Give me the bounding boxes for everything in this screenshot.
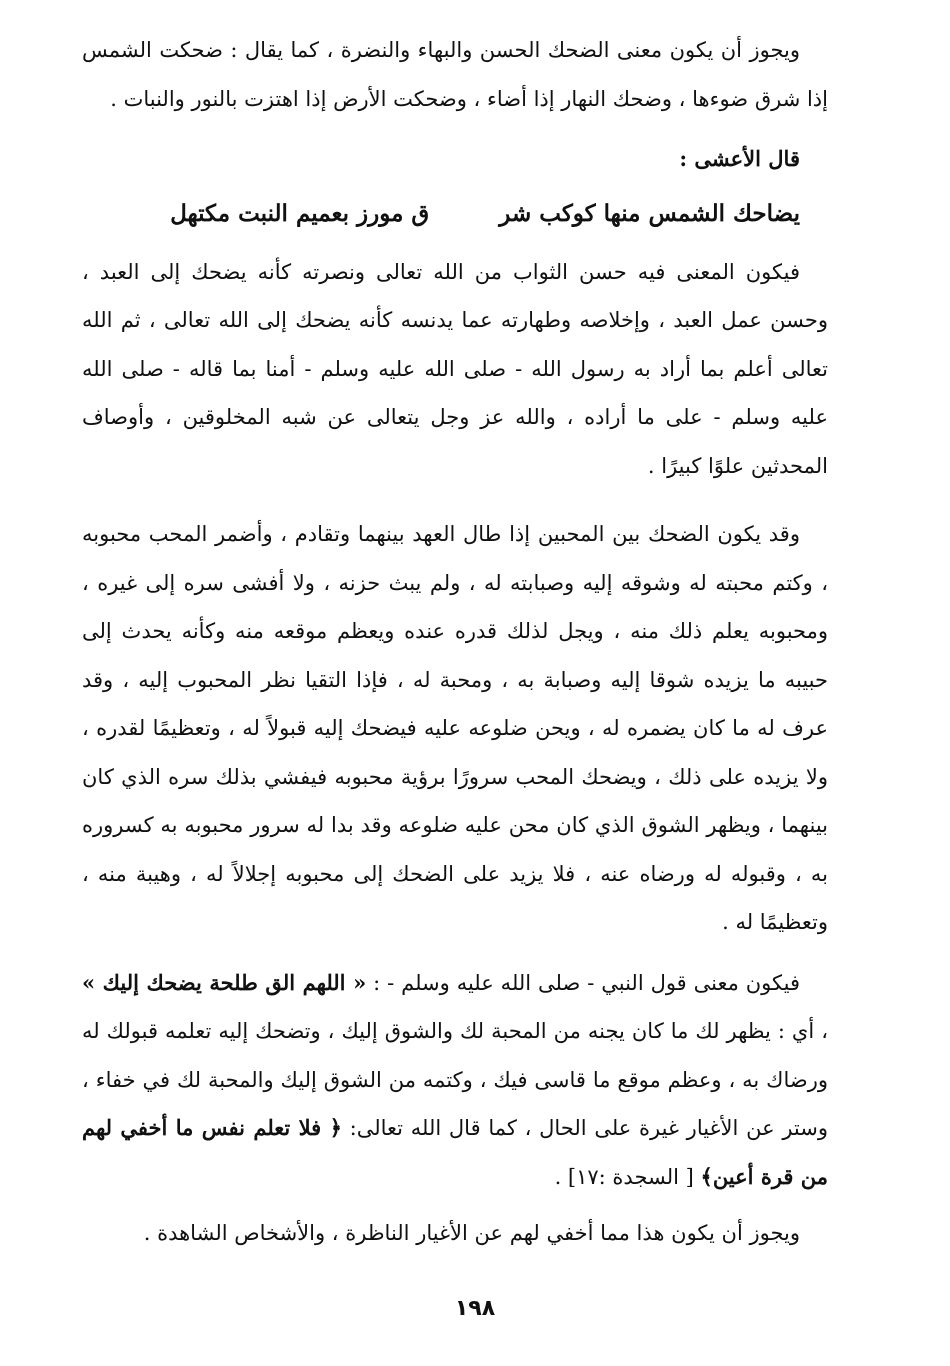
paragraph-sun-laughter: ويجوز أن يكون معنى الضحك الحسن والبهاء والنضرة ، كما يقال : ضحكت الشمس إذا شرق ضوءها ، وضحك النهار إذا أضاء ، وضحكت الأرض إذا اهتزت بالنور والنبات .	[82, 38, 828, 111]
paragraph-hadith	[82, 959, 828, 1202]
hadith-intro: فيكون معنى قول النبي - صلى الله عليه وسلم - :	[366, 970, 801, 995]
page-number: ١٩٨	[454, 1296, 496, 1321]
paragraph-closing: ويجوز أن يكون هذا مما أخفي لهم عن الأغيار الناظرة ، والأشخاص الشاهدة .	[143, 1221, 800, 1245]
paragraph-lovers: وقد يكون الضحك بين المحبين إذا طال العهد بينهما وتقادم ، وأضمر المحب محبوبه ، وكتم محبته له وشوقه إليه وصبابته له ، ولم يبث حزنه ، ولا أفشى سره إلى غيره ، ومحبوبه يعلم ذلك منه ، ويجل لذلك قدره عنده ويعظم موقعه منه وكأنه يحدث إلى حبيبه ما يزيده شوقا إليه وصبابة به ، ومحبة له ، فإذا التقيا نظر المحبوب إليه ، وقد عرف له ما كان يضمره له ، ويحن ضلوعه عليه فيضحك إليه قبولاً له ، وتعظيمًا لقدره ، ولا يزيده على ذلك ، ويضحك المحب سرورًا برؤية محبوبه فيفشي بذلك سره الذي كان بينهما ، ويظهر الشوق الذي كان محن عليه ضلوعه وقد بدا له سرور محبوبه به كسروره به ، وقبوله له ورضاه عنه ، فلا يزيد على الضحك إلى محبوبه إجلالاً له ، وهيبة منه ، وتعظيمًا له .	[82, 522, 828, 934]
poetry-verse	[82, 188, 828, 240]
poet-heading: قال الأعشى :	[679, 146, 800, 171]
quran-reference: [ السجدة :١٧] .	[554, 1164, 701, 1189]
verse-first-hemistich: يضاحك الشمس منها كوكب شر	[499, 199, 800, 227]
hadith-quote: « اللهم الق طلحة يضحك إليك »	[82, 969, 367, 995]
page-body	[82, 26, 828, 1258]
hadith-explanation: ، أي : يظهر لك ما كان يجنه من المحبة لك والشوق إليك ، وتضحك إليه تعلمه قبولك له ورضاك به ، وعظم موقع ما قاسى فيك ، وكتمه من الشوق إليك والمحبة لك في خفاء ، وستر عن الأغيار غيرة على الحال ، كما قال الله تعالى:	[82, 1019, 829, 1140]
verse-second-hemistich: ق مورز بعميم النبت مكتهل	[170, 199, 430, 227]
paragraph-meaning: فيكون المعنى فيه حسن الثواب من الله تعالى ونصرته كأنه يضحك إلى العبد ، وحسن عمل العبد ، وإخلاصه وطهارته عما يدنسه كأنه يضحك إلى الله تعالى ، ثم الله تعالى أعلم بما أراد به رسول الله - صلى الله عليه وسلم - أمنا بما قاله - صلى الله عليه وسلم - على ما أراده ، والله عز وجل يتعالى عن شبه المخلوقين ، وأوصاف المحدثين علوًا كبيرًا .	[82, 259, 828, 478]
quran-verse: ﴿ فلا تعلم نفس ما أخفي لهم من قرة أعين﴾	[82, 1115, 828, 1189]
